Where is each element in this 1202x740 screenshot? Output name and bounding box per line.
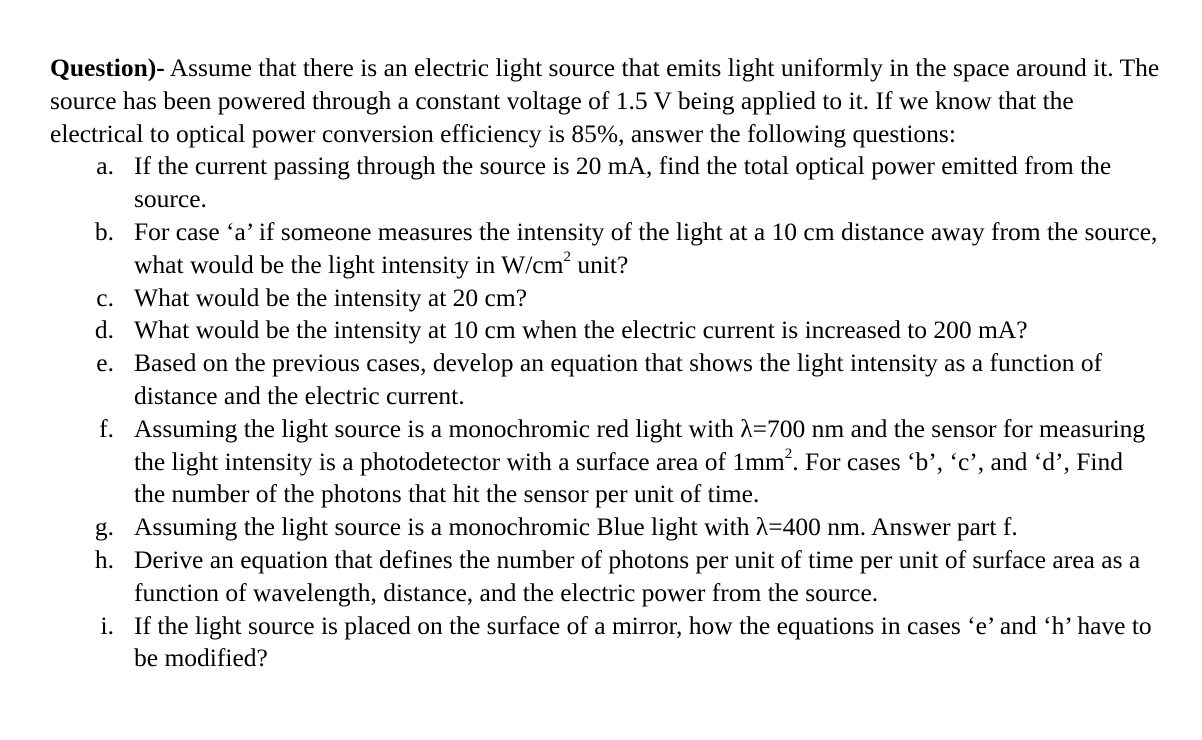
- item-text: What would be the intensity at 20 cm?: [134, 282, 528, 312]
- superscript: 2: [563, 249, 571, 266]
- sub-question-list: [50, 150, 1160, 675]
- question-intro-text: Assume that there is an electric light source that emits light uniformly in the space around it. The source has been powered through a constant voltage of 1.5 V being applied to it. If we know that the electrical to optical power conversion efficiency is 85%, answer the following questions:: [50, 53, 1160, 148]
- item-text: Assuming the light source is a monochromic Blue light with λ=400 nm. Answer part f.: [134, 512, 1018, 542]
- sub-question-f: [50, 413, 1160, 511]
- sub-question-d: [50, 314, 1160, 347]
- item-text: Derive an equation that defines the number of photons per unit of time per unit of surface area as a function of wavelength, distance, and the electric power from the source.: [134, 544, 1141, 607]
- item-marker: e.: [96, 348, 114, 378]
- sub-question-b: [50, 216, 1160, 282]
- item-text: What would be the intensity at 10 cm when the electric current is increased to 200 mA?: [134, 315, 1028, 345]
- item-marker: i.: [100, 610, 114, 640]
- question-label: Question)-: [50, 53, 165, 82]
- sub-question-a: [50, 150, 1160, 216]
- item-text: If the current passing through the source is 20 mA, find the total optical power emitted from the source.: [134, 151, 1112, 214]
- item-text: [134, 216, 1160, 282]
- item-marker: a.: [96, 151, 114, 181]
- item-text: [134, 413, 1160, 511]
- item-marker: g.: [94, 512, 114, 542]
- sub-question-e: [50, 347, 1160, 413]
- item-text-after: unit?: [570, 249, 629, 279]
- item-text-before: Assuming the light source is a monochromic red light with λ=700 nm and the sensor for measuring the light intensity is a photodetector with a surface area of 1mm: [134, 413, 1146, 476]
- item-marker: d.: [94, 315, 114, 345]
- sub-question-c: [50, 282, 1160, 315]
- superscript: 2: [784, 446, 793, 463]
- sub-question-g: [50, 511, 1160, 544]
- question-intro: [50, 52, 1160, 150]
- item-text-before: For case ‘a’ if someone measures the intensity of the light at a 10 cm distance away from the source, what would be the light intensity in W/cm: [134, 216, 1158, 279]
- item-text: If the light source is placed on the surface of a mirror, how the equations in cases ‘e’ and ‘h’ have to be modified?: [134, 610, 1152, 673]
- sub-question-i: [50, 610, 1160, 676]
- item-marker: h.: [94, 544, 114, 574]
- item-text-after: . For cases ‘b’, ‘c’, and ‘d’, Find the number of the photons that hit the sensor per unit of time.: [134, 446, 1123, 509]
- item-text: Based on the previous cases, develop an equation that shows the light intensity as a function of distance and the electric current.: [134, 348, 1103, 410]
- question-document: [50, 52, 1160, 675]
- item-marker: c.: [96, 282, 114, 312]
- sub-question-h: [50, 544, 1160, 610]
- item-marker: b.: [94, 216, 114, 246]
- item-marker: f.: [99, 413, 114, 443]
